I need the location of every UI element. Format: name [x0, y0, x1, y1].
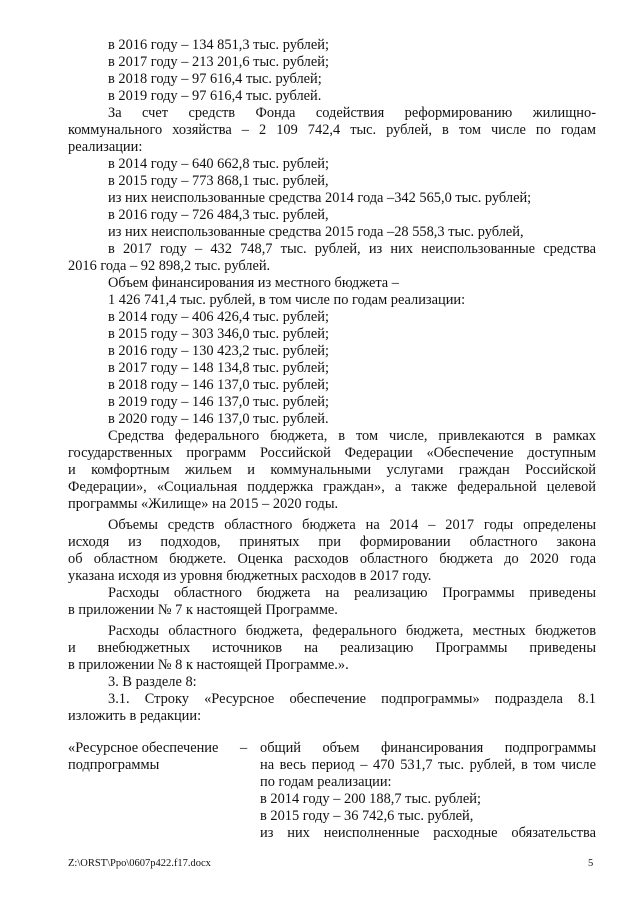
regional-paragraph-line: указана исходя из уровня бюджетных расходов в 2017 году. [68, 568, 432, 584]
year-line-2019: в 2019 году – 97 616,4 тыс. рублей. [108, 88, 322, 104]
federal-paragraph-line: программы «Жилище» на 2015 – 2020 годы. [68, 496, 339, 512]
fund-paragraph-line: За счет средств Фонда содействия реформированию жилищно- [108, 105, 596, 121]
table-right-cell-line: в 2015 году – 36 742,6 тыс. рублей, [260, 808, 474, 824]
local-year-line: в 2020 году – 146 137,0 тыс. рублей. [108, 411, 329, 427]
federal-paragraph-line: и комфортным жильем и коммунальными услугами граждан Российской [68, 462, 596, 478]
fund-paragraph-line: коммунального хозяйства – 2 109 742,4 тыс. рублей, в том числе по годам [68, 122, 596, 138]
regional-paragraph-line: об областном бюджете. Оценка расходов областного бюджета до 2020 года [68, 551, 596, 567]
table-right-cell-line: в 2014 году – 200 188,7 тыс. рублей; [260, 791, 481, 807]
table-right-cell-line: по годам реализации: [260, 774, 392, 790]
year-line-2018: в 2018 году – 97 616,4 тыс. рублей; [108, 71, 322, 87]
local-year-line: в 2015 году – 303 346,0 тыс. рублей; [108, 326, 329, 342]
year-line-2017: в 2017 году – 213 201,6 тыс. рублей; [108, 54, 329, 70]
appendix8-line: и внебюджетных источников на реализацию Программы приведены [68, 640, 596, 656]
local-year-line: в 2019 году – 146 137,0 тыс. рублей; [108, 394, 329, 410]
fund-year-line: в 2016 году – 726 484,3 тыс. рублей, [108, 207, 329, 223]
table-right-cell-line: из них неисполненные расходные обязательства [260, 825, 596, 841]
local-year-line: в 2016 году – 130 423,2 тыс. рублей; [108, 343, 329, 359]
local-budget-line: Объем финансирования из местного бюджета – [108, 275, 399, 291]
regional-paragraph-line: Объемы средств областного бюджета на 2014 – 2017 годы определены [108, 517, 596, 533]
section-item: 3. В разделе 8: [108, 674, 197, 690]
appendix8-line: в приложении № 8 к настоящей Программе.». [68, 657, 349, 673]
regional-paragraph-line: исходя из подходов, принятых при формировании областного закона [68, 534, 596, 550]
page-number: 5 [588, 858, 594, 869]
table-left-cell-line: «Ресурсное обеспечение [68, 740, 219, 756]
table-right-cell-line: общий объем финансирования подпрограммы [260, 740, 596, 756]
fund-year-line: из них неиспользованные средства 2014 года –342 565,0 тыс. рублей; [108, 190, 532, 206]
local-year-line: в 2017 году – 148 134,8 тыс. рублей; [108, 360, 329, 376]
table-left-cell-line: подпрограммы [68, 757, 160, 773]
fund-2017-line: 2016 года – 92 898,2 тыс. рублей. [68, 258, 271, 274]
table-dash: – [240, 740, 248, 756]
appendix7-line: в приложении № 7 к настоящей Программе. [68, 602, 338, 618]
federal-paragraph-line: Федерации», «Социальная поддержка граждан», а также федеральной целевой [68, 479, 596, 495]
appendix7-line: Расходы областного бюджета на реализацию Программы приведены [108, 585, 596, 601]
subsection-item-line: 3.1. Строку «Ресурсное обеспечение подпрограммы» подраздела 8.1 [108, 691, 596, 707]
federal-paragraph-line: государственных программ Российской Федерации «Обеспечение доступным [68, 445, 596, 461]
fund-paragraph-line: реализации: [68, 139, 143, 155]
fund-year-line: в 2014 году – 640 662,8 тыс. рублей; [108, 156, 329, 172]
year-line-2016: в 2016 году – 134 851,3 тыс. рублей; [108, 37, 329, 53]
appendix8-line: Расходы областного бюджета, федерального бюджета, местных бюджетов [108, 623, 596, 639]
subsection-item-line: изложить в редакции: [68, 708, 202, 724]
fund-2017-line: в 2017 году – 432 748,7 тыс. рублей, из них неиспользованные средства [108, 241, 596, 257]
local-budget-line: 1 426 741,4 тыс. рублей, в том числе по годам реализации: [108, 292, 466, 308]
table-right-cell-line: на весь период – 470 531,7 тыс. рублей, в том числе [260, 757, 596, 773]
fund-year-line: в 2015 году – 773 868,1 тыс. рублей, [108, 173, 329, 189]
footer-file-path: Z:\ORST\Ppo\0607p422.f17.docx [68, 858, 211, 869]
local-year-line: в 2014 году – 406 426,4 тыс. рублей; [108, 309, 329, 325]
federal-paragraph-line: Средства федерального бюджета, в том числе, привлекаются в рамках [108, 428, 596, 444]
fund-year-line: из них неиспользованные средства 2015 года –28 558,3 тыс. рублей, [108, 224, 524, 240]
local-year-line: в 2018 году – 146 137,0 тыс. рублей; [108, 377, 329, 393]
